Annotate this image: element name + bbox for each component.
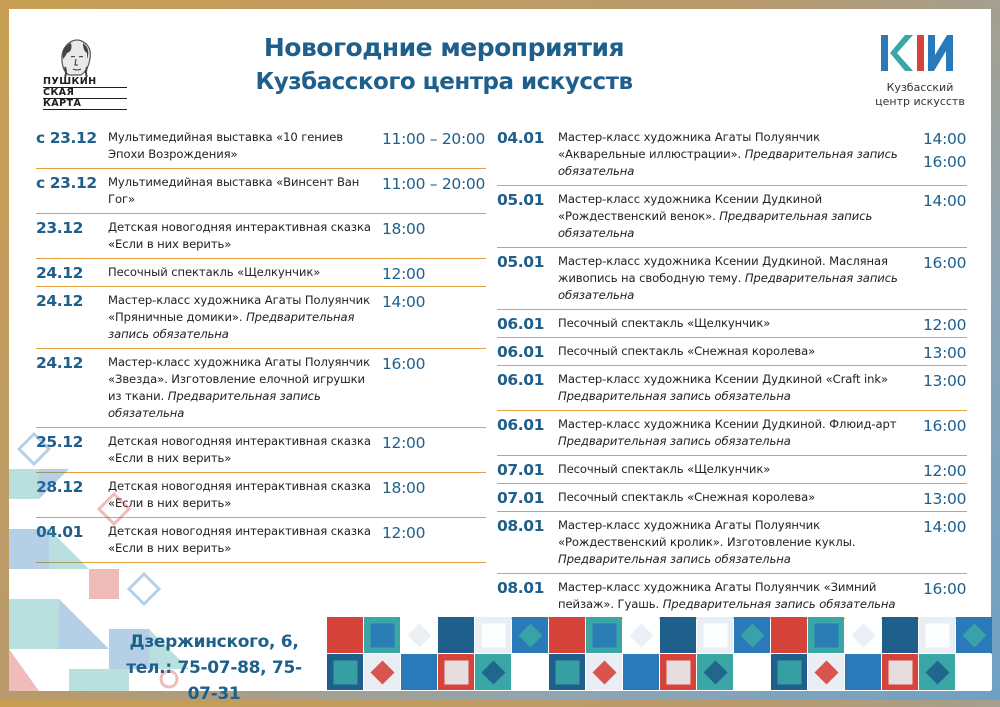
event-registration-note: Предварительная запись обязательна <box>558 271 898 302</box>
event-row <box>497 484 967 512</box>
event-row <box>497 574 967 619</box>
event-title: Мультимедийная выставка «10 гениев Эпохи Возрождения» <box>108 130 343 161</box>
event-time <box>382 291 425 314</box>
contact-block <box>119 629 309 707</box>
event-time <box>923 516 966 539</box>
event-row <box>497 338 967 366</box>
event-date: 28.12 <box>36 478 84 496</box>
event-title: Детская новогодняя интерактивная сказка «Если в них верить» <box>108 479 371 510</box>
event-time-value: 12:00 <box>923 462 967 480</box>
event-date: 23.12 <box>36 219 84 237</box>
event-title: Мастер-класс художника Ксении Дудкиной «Рождественский венок». <box>558 192 823 223</box>
event-date: 24.12 <box>36 264 84 282</box>
event-title: Мастер-класс художника Агаты Полуянчик «Рождественский кролик». Изготовление куклы. <box>558 518 856 549</box>
kuzbass-art-center-logo <box>865 31 975 111</box>
event-time <box>382 263 425 286</box>
page-subtitle: Кузбасского центра искусств <box>255 69 633 95</box>
event-title: Песочный спектакль «Щелкунчик» <box>558 316 771 330</box>
event-time <box>923 488 966 511</box>
event-row <box>36 259 486 287</box>
event-time-value: 16:00 <box>382 355 426 373</box>
folk-ornament-bottom <box>327 617 991 691</box>
event-date: 05.01 <box>497 253 545 271</box>
event-time-value: 12:00 <box>382 524 426 542</box>
event-row <box>497 456 967 484</box>
event-title: Мастер-класс художника Агаты Полуянчик «Зимний пейзаж». Гуашь. <box>558 580 877 611</box>
event-time <box>382 128 485 151</box>
event-registration-note: Предварительная запись обязательна <box>108 310 355 341</box>
event-time-value: 13:00 <box>923 372 967 390</box>
event-time <box>923 415 966 438</box>
event-title: Мастер-класс художника Ксении Дудкиной «Craft ink» <box>558 372 889 386</box>
event-description <box>108 354 378 422</box>
event-date: 24.12 <box>36 354 84 372</box>
event-title: Мастер-класс художника Агаты Полуянчик «Акварельные иллюстрации». <box>558 130 820 161</box>
event-title: Детская новогодняя интерактивная сказка «Если в них верить» <box>108 434 371 465</box>
event-time <box>382 432 425 455</box>
kci-mark-icon <box>875 31 955 75</box>
event-time-value: 14:00 <box>923 518 967 536</box>
address-text: Дзержинского, 6, <box>129 632 299 652</box>
event-title: Мультимедийная выставка «Винсент Ван Гог» <box>108 175 360 206</box>
event-description <box>558 191 908 242</box>
event-time-value: 12:00 <box>382 265 426 283</box>
event-row <box>497 248 967 310</box>
event-row <box>497 366 967 411</box>
event-title: Мастер-класс художника Агаты Полуянчик «Звезда». Изготовление елочной игрушки из ткани. <box>108 355 370 403</box>
event-description <box>108 129 378 163</box>
event-time-value: 12:00 <box>382 434 426 452</box>
event-time <box>923 190 966 213</box>
event-date: с 23.12 <box>36 129 97 147</box>
event-row <box>497 186 967 248</box>
event-title: Песочный спектакль «Щелкунчик» <box>558 462 771 476</box>
event-description <box>558 371 908 405</box>
event-time-value: 14:00 <box>923 192 967 210</box>
event-time <box>382 353 425 376</box>
event-description <box>558 343 908 360</box>
event-description <box>108 174 378 208</box>
event-registration-note: Предварительная запись обязательна <box>558 434 791 448</box>
event-description <box>558 253 908 304</box>
event-time <box>923 314 966 337</box>
event-time <box>923 578 966 601</box>
event-title: Песочный спектакль «Снежная королева» <box>558 344 816 358</box>
pushkin-line-2: СКАЯ <box>43 88 127 99</box>
event-time-value: 18:00 <box>382 479 426 497</box>
event-time-value: 18:00 <box>382 220 426 238</box>
phone-text: тел.: 75-07-88, 75-07-31 <box>126 658 302 704</box>
event-description <box>558 416 908 450</box>
kci-line-2: центр искусств <box>875 95 965 108</box>
event-date: 08.01 <box>497 517 545 535</box>
event-date: с 23.12 <box>36 174 97 192</box>
event-time <box>382 218 425 241</box>
event-description <box>558 315 908 332</box>
event-row <box>36 124 486 169</box>
event-date: 05.01 <box>497 191 545 209</box>
page-title: Новогодние мероприятия <box>263 33 625 62</box>
event-time-value: 16:00 <box>923 580 967 598</box>
event-title: Песочный спектакль «Щелкунчик» <box>108 265 321 279</box>
event-time-value: 14:00 <box>382 293 426 311</box>
pushkin-card-wordmark <box>43 77 127 110</box>
kci-wordmark <box>865 81 975 109</box>
event-time <box>923 342 966 365</box>
event-registration-note: Предварительная запись обязательна <box>558 209 873 240</box>
pushkin-line-1: ПУШКИН <box>43 77 127 88</box>
event-row <box>36 169 486 214</box>
event-date: 06.01 <box>497 371 545 389</box>
schedule-right-column <box>497 124 967 619</box>
event-time <box>923 460 966 483</box>
event-title: Мастер-класс художника Ксении Дудкиной. Флюид-арт <box>558 417 897 431</box>
event-time-value: 11:00 – 20:00 <box>382 130 486 148</box>
event-row <box>36 214 486 259</box>
event-date: 06.01 <box>497 343 545 361</box>
event-description <box>558 517 908 568</box>
event-time-value: 16:00 <box>923 417 967 435</box>
event-row <box>497 512 967 574</box>
event-row <box>497 310 967 338</box>
event-title: Детская новогодняя интерактивная сказка «Если в них верить» <box>108 524 371 555</box>
event-title: Мастер-класс художника Агаты Полуянчик «Пряничные домики». <box>108 293 370 324</box>
event-time-value: 12:00 <box>923 316 967 334</box>
event-row <box>497 124 967 186</box>
event-date: 07.01 <box>497 489 545 507</box>
event-description <box>558 461 908 478</box>
event-date: 04.01 <box>497 129 545 147</box>
event-description <box>108 292 378 343</box>
event-registration-note: Предварительная запись обязательна <box>558 552 791 566</box>
event-date: 06.01 <box>497 416 545 434</box>
event-row <box>497 411 967 456</box>
event-date: 08.01 <box>497 579 545 597</box>
event-time-value: 13:00 <box>923 490 967 508</box>
event-description <box>558 489 908 506</box>
event-time-value: 16:00 <box>923 254 967 272</box>
event-row <box>36 349 486 428</box>
event-date: 25.12 <box>36 433 84 451</box>
event-date: 07.01 <box>497 461 545 479</box>
event-time-value: 11:00 – 20:00 <box>382 175 486 193</box>
event-time <box>923 370 966 393</box>
event-registration-note: Предварительная запись обязательна <box>662 597 896 611</box>
event-title: Детская новогодняя интерактивная сказка «Если в них верить» <box>108 220 371 251</box>
event-registration-note: Предварительная запись обязательна <box>558 389 791 403</box>
event-date: 04.01 <box>36 523 84 541</box>
event-description <box>108 264 378 281</box>
event-description <box>558 129 908 180</box>
event-date: 24.12 <box>36 292 84 310</box>
pushkin-card-logo <box>43 37 127 113</box>
event-time <box>382 477 425 500</box>
kci-line-1: Кузбасский <box>886 81 954 94</box>
poster <box>9 9 991 704</box>
event-description <box>108 219 378 253</box>
pushkin-line-3: КАРТА <box>43 99 127 110</box>
event-title: Мастер-класс художника Ксении Дудкиной. Масляная живопись на свободную тему. <box>558 254 888 285</box>
event-title: Песочный спектакль «Снежная королева» <box>558 490 816 504</box>
event-date: 06.01 <box>497 315 545 333</box>
event-time <box>382 173 485 196</box>
event-time-value: 13:00 <box>923 344 967 362</box>
event-time-value-2: 16:00 <box>923 153 967 171</box>
event-registration-note: Предварительная запись обязательна <box>558 147 898 178</box>
event-time-value: 14:00 <box>923 130 967 148</box>
event-time <box>923 128 966 174</box>
pushkin-portrait-icon <box>53 37 97 79</box>
event-time <box>382 522 425 545</box>
event-time <box>923 252 966 275</box>
event-description <box>558 579 908 613</box>
event-row <box>36 287 486 349</box>
event-registration-note: Предварительная запись обязательна <box>108 389 321 420</box>
